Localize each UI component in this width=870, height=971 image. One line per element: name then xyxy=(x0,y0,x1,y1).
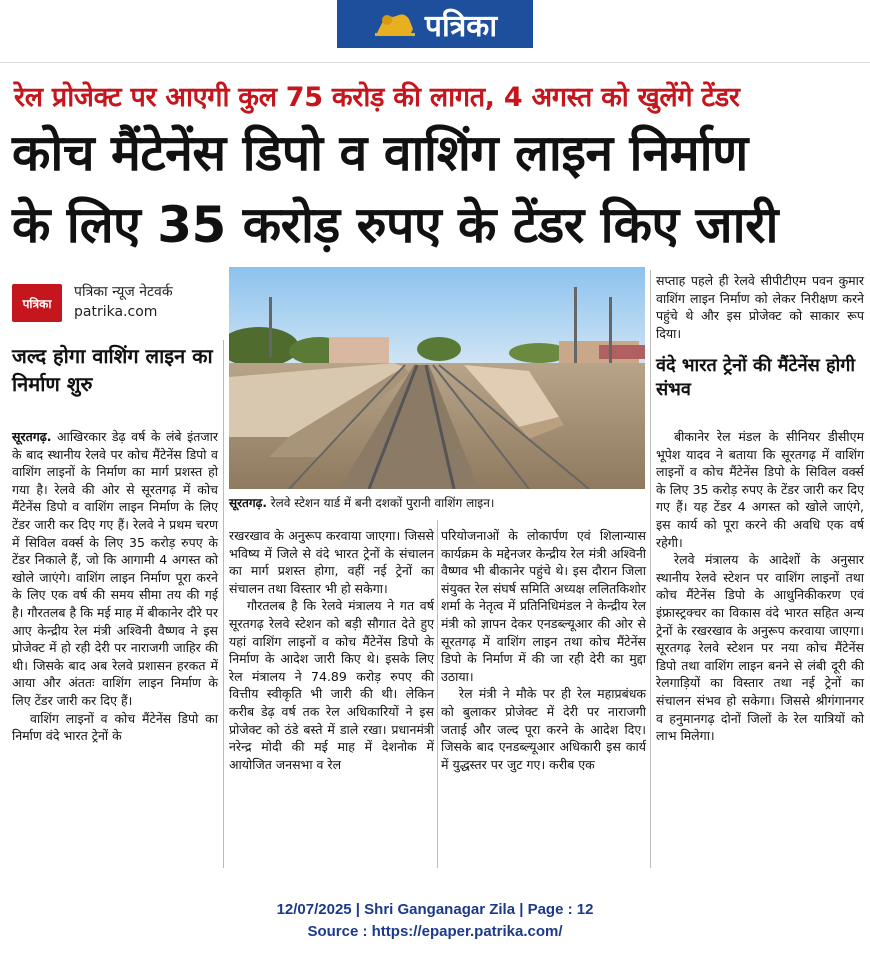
column-rule xyxy=(223,340,224,868)
headline-line-1: कोच मैंटेनेंस डिपो व वाशिंग लाइन निर्माण xyxy=(12,124,748,182)
column-rule xyxy=(650,270,651,868)
caption-place: सूरतगढ़. xyxy=(229,496,267,510)
paragraph: रेलवे मंत्रालय के आदेशों के अनुसार स्थानीय रेलवे स्टेशन पर वाशिंग लाइनों तथा कोच मैंटेनेंस डिपो के आधुनिकीकरण एवं इंफ्रास्ट्रक्चर का विकास वंदे भारत सहित अन्य ट्रेनों के रखरखाव के अनुरूप करवाया जाएगा। सूरतगढ़ रेलवे स्टेशन पर नया कोच मैंटेनेंस डिपो तथा वाशिंग लाइन बनने से लंबी दूरी की रेलगाड़ियों का विस्तार तथा नई ट्रेनों का संचालन संभव हो सकेगा। जिससे श्रीगंगानगर व हनुमानगढ़ दोनों जिलों के रेल यात्रियों को लाभ मिलेगा। xyxy=(656,552,864,744)
patrika-badge: पत्रिका xyxy=(12,284,62,322)
paragraph: रेल मंत्री ने मौके पर ही रेल महाप्रबंधक को बुलाकर प्रोजेक्ट में देरी पर नाराजगी जताई और जल्द पूरा करने के आदेश दिए। जिसके बाद एनडब्ल्यूआर अधिकारी इस कार्य में युद्धस्तर पर जुट गए। करीब एक xyxy=(441,686,646,772)
column-rule xyxy=(437,520,438,868)
photo-caption xyxy=(229,494,645,511)
paragraph-text: आखिरकार डेढ़ वर्ष के लंबे इंतजार के बाद स्थानीय रेलवे पर कोच मैंटेनेंस डिपो व वाशिंग लाइनों के निर्माण का मार्ग प्रशस्त हो गया है। रेलवे की ओर से सूरतगढ़ में कोच मैंटेनेंस डिपो व वाशिंग लाइन निर्माण के लिए टेंडर जारी कर दिए गए हैं। रेलवे ने प्रथम चरण में सिविल वर्क्स के लिए 35 करोड़ रुपए के टेंडर निकाले हैं, जो कि आगामी 4 अगस्त को खोले जाएंगे। वाशिंग लाइन निर्माण पूरा करने के लिए एक वर्ष की समय सीमा तय की गई है। गौरतलब है कि मई माह में बीकानेर दौरे पर आए केन्द्रीय रेल मंत्री अश्विनी वैष्णव ने इस प्रोजेक्ट में हो रही देरी पर नाराजगी जाहिर की थी। जिसके बाद अब रेलवे प्रशासन हरकत में आया और अंततः वाशिंग लाइन निर्माण के लिए टेंडर जारी कर दिए हैं। xyxy=(12,429,218,708)
divider xyxy=(0,62,870,63)
footer xyxy=(0,899,870,943)
page-title xyxy=(12,117,862,261)
subheading-vande-bharat: वंदे भारत ट्रेनों की मैंटेनेंस होगी संभव xyxy=(656,355,856,400)
edition-info: 12/07/2025 | Shri Ganganagar Zila | Page : 12 xyxy=(276,901,594,918)
masthead-title: पत्रिका xyxy=(424,8,498,44)
caption-text: रेलवे स्टेशन यार्ड में बनी दशकों पुरानी वाशिंग लाइन। xyxy=(266,496,495,510)
paragraph: परियोजनाओं के लोकार्पण एवं शिलान्यास कार्यक्रम के मद्देनजर केन्द्रीय रेल मंत्री अश्विनी वैष्णव भी बीकानेर पहुंचे थे। इस दौरान जिला संयुक्त रेल संघर्ष समिति अध्यक्ष ललितकिशोर शर्मा के नेतृत्व में प्रतिनिधिमंडल ने केन्द्रीय रेल मंत्री को ज्ञापन देकर एनडब्ल्यूआर की ओर से सूरतगढ़ में वाशिंग लाइन तथा कोच मैंटेनेंस डिपो के निर्माण में की जा रही देरी का मुद्दा उठाया। xyxy=(441,528,646,684)
paragraph: गौरतलब है कि रेलवे मंत्रालय ने गत वर्ष सूरतगढ़ रेलवे स्टेशन को बड़ी सौगात देते हुए यहां वाशिंग लाइनों व कोच मैंटेनेंस डिपो के निर्माण के आदेश जारी किए थे। इसके लिए रेल मंत्रालय ने 74.89 करोड़ रुपए की वित्तीय स्वीकृति भी जारी की थी। लेकिन करीब डेढ़ वर्ष तक रेल अधिकारियों ने इस प्रोजेक्ट को ठंडे बस्ते में डाले रखा। प्रधानमंत्री नरेन्द्र मोदी की मई माह में देशनोक में आयोजित जनसभा व रेल xyxy=(229,598,434,772)
dateline: सूरतगढ़. xyxy=(12,429,52,444)
subheading-washing-line: जल्द होगा वाशिंग लाइन का निर्माण शुरु xyxy=(12,344,213,396)
paragraph: सप्ताह पहले ही रेलवे सीपीटीएम पवन कुमार वाशिंग लाइन निर्माण को लेकर निरीक्षण करने पहुंचे थे और इस प्रोजेक्ट को साकार रूप दिया। xyxy=(656,273,864,341)
article-column-2 xyxy=(229,527,434,773)
paragraph xyxy=(12,428,218,710)
news-network-label: पत्रिका न्यूज नेटवर्क xyxy=(74,284,173,300)
kicker-headline: रेल प्रोजेक्ट पर आएगी कुल 75 करोड़ की लागत, 4 अगस्त को खुलेंगे टेंडर xyxy=(14,82,740,113)
source-link[interactable]: Source : https://epaper.patrika.com/ xyxy=(307,923,563,940)
article-column-4-top xyxy=(656,272,864,342)
headline-line-2: के लिए 35 करोड़ रुपए के टेंडर किए जारी xyxy=(12,196,778,254)
masthead xyxy=(337,0,533,48)
lion-logo-icon xyxy=(373,9,417,39)
article-column-4 xyxy=(656,428,864,745)
paragraph: वाशिंग लाइनों व कोच मैंटेनेंस डिपो का निर्माण वंदे भारत ट्रेनों के xyxy=(12,710,218,744)
site-label: patrika.com xyxy=(74,304,158,320)
article-column-3 xyxy=(441,527,646,773)
railway-yard-photo xyxy=(229,267,645,489)
article-column-1 xyxy=(12,428,218,745)
paragraph: बीकानेर रेल मंडल के सीनियर डीसीएम भूपेश यादव ने बताया कि सूरतगढ़ में वाशिंग लाइनों व कोच मैंटेनेंस डिपो के सिविल वर्क्स के लिए 35 करोड़ रुपए के टेंडर जारी कर दिए गए हैं। यह टेंडर 4 अगस्त को खोले जाएंगे, इस कार्य को पूरा करने की अवधि एक वर्ष रहेगी। xyxy=(656,429,864,550)
paragraph: रखरखाव के अनुरूप करवाया जाएगा। जिससे भविष्य में जिले से वंदे भारत ट्रेनों के संचालन का मार्ग प्रशस्त होगा, वहीं नई ट्रेनों का संचालन तथा विस्तार भी हो सकेगा। xyxy=(229,528,434,596)
byline xyxy=(12,278,222,328)
